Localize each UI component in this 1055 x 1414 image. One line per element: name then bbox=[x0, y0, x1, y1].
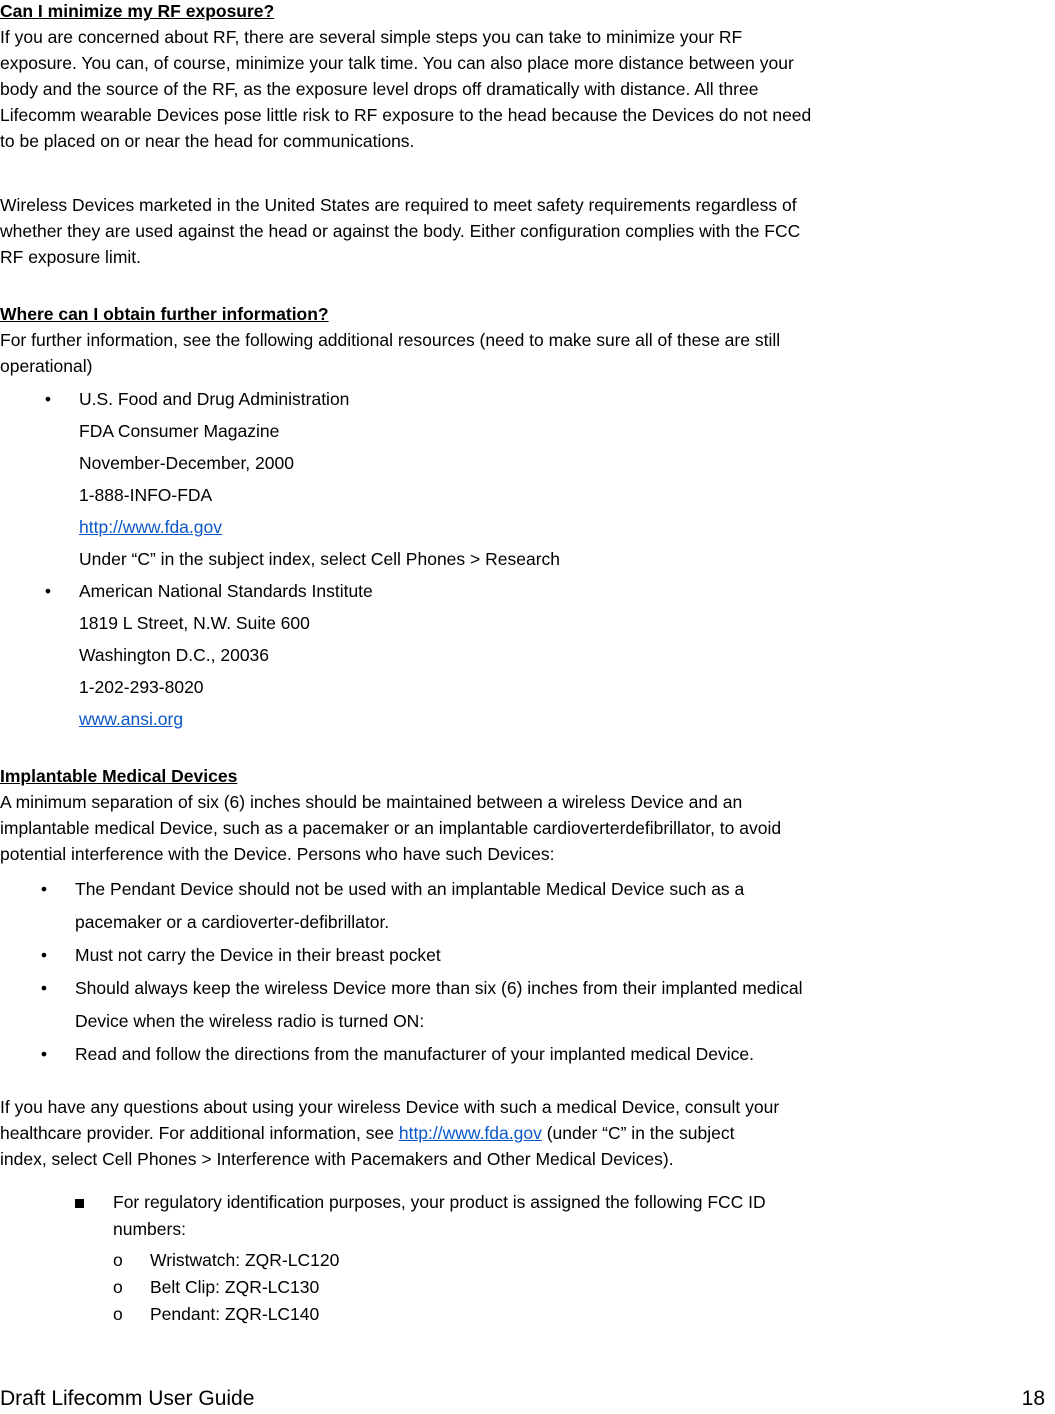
fda-link-inline[interactable]: http://www.fda.gov bbox=[398, 1123, 542, 1143]
fcc-id: Pendant: ZQR-LC140 bbox=[150, 1304, 320, 1324]
list-item-text: pacemaker or a cardioverter-defibrillator. bbox=[75, 912, 390, 932]
list-item-text: Device when the wireless radio is turned ON: bbox=[75, 1011, 425, 1031]
paragraph-line: A minimum separation of six (6) inches should be maintained between a wireless Device and an bbox=[0, 792, 743, 812]
paragraph-line: whether they are used against the head or against the body. Either configuration complies with the FCC bbox=[0, 221, 801, 241]
section-minimize-rf bbox=[0, 0, 980, 154]
paragraph-line: RF exposure limit. bbox=[0, 247, 142, 267]
resource-name: U.S. Food and Drug Administration bbox=[79, 389, 350, 409]
fcc-id-item bbox=[0, 1301, 1000, 1328]
resource-detail: 1819 L Street, N.W. Suite 600 bbox=[79, 613, 310, 633]
paragraph-line: to be placed on or near the head for communications. bbox=[0, 131, 415, 151]
fda-link[interactable]: http://www.fda.gov bbox=[79, 517, 222, 537]
fcc-section bbox=[0, 1189, 1000, 1328]
paragraph-line: For further information, see the following additional resources (need to make sure all of these are still bbox=[0, 330, 781, 350]
list-item bbox=[0, 873, 1000, 939]
paragraph-wireless-requirements bbox=[0, 192, 980, 270]
fcc-id-item bbox=[0, 1247, 1000, 1274]
paragraph-line: If you have any questions about using your wireless Device with such a medical Device, consult your bbox=[0, 1097, 780, 1117]
circle-bullet-icon: o bbox=[113, 1304, 123, 1324]
bullet-icon: • bbox=[40, 978, 48, 998]
list-item bbox=[0, 1038, 1000, 1071]
list-item-text: The Pendant Device should not be used with an implantable Medical Device such as a bbox=[75, 879, 745, 899]
page-footer bbox=[0, 1388, 1055, 1414]
list-item-text: Must not carry the Device in their breast pocket bbox=[75, 945, 441, 965]
square-bullet-icon bbox=[75, 1199, 84, 1208]
list-item-ansi bbox=[0, 575, 1000, 607]
resource-detail: November-December, 2000 bbox=[79, 453, 294, 473]
bullet-icon: • bbox=[40, 945, 48, 965]
list-item bbox=[0, 972, 1000, 1038]
heading-further-info: Where can I obtain further information? bbox=[0, 304, 329, 324]
list-item bbox=[0, 939, 1000, 972]
list-item-text: numbers: bbox=[113, 1219, 186, 1239]
paragraph-line: potential interference with the Device. Persons who have such Devices: bbox=[0, 844, 555, 864]
paragraph-line bbox=[0, 1120, 980, 1146]
resource-list bbox=[0, 383, 1000, 735]
section-further-info bbox=[0, 301, 980, 379]
fcc-id-item bbox=[0, 1274, 1000, 1301]
resource-name: American National Standards Institute bbox=[79, 581, 373, 601]
fcc-id: Belt Clip: ZQR-LC130 bbox=[150, 1277, 320, 1297]
bullet-icon: • bbox=[44, 389, 52, 409]
bullet-icon: • bbox=[40, 879, 48, 899]
paragraph-line: If you are concerned about RF, there are several simple steps you can take to minimize your RF bbox=[0, 27, 743, 47]
footer-title: Draft Lifecomm User Guide bbox=[0, 1387, 255, 1410]
list-item-fcc bbox=[0, 1189, 1000, 1243]
bullet-icon: • bbox=[40, 1044, 48, 1064]
paragraph-consult-provider bbox=[0, 1094, 980, 1172]
resource-detail: 1-888-INFO-FDA bbox=[79, 485, 213, 505]
paragraph-text: healthcare provider. For additional information, see bbox=[0, 1123, 399, 1143]
resource-link-row bbox=[0, 703, 1000, 735]
fcc-id: Wristwatch: ZQR-LC120 bbox=[150, 1250, 340, 1270]
circle-bullet-icon: o bbox=[113, 1250, 123, 1270]
ansi-link[interactable]: www.ansi.org bbox=[79, 709, 184, 729]
resource-detail: 1-202-293-8020 bbox=[79, 677, 204, 697]
paragraph-line: index, select Cell Phones > Interference with Pacemakers and Other Medical Devices). bbox=[0, 1149, 674, 1169]
resource-link-row bbox=[0, 511, 1000, 543]
list-item-fda bbox=[0, 383, 1000, 415]
resource-detail: Washington D.C., 20036 bbox=[79, 645, 270, 665]
heading-minimize-rf: Can I minimize my RF exposure? bbox=[0, 1, 275, 21]
section-implantable bbox=[0, 763, 980, 867]
list-item-text: Read and follow the directions from the manufacturer of your implanted medical Device. bbox=[75, 1044, 754, 1064]
paragraph-line: exposure. You can, of course, minimize your talk time. You can also place more distance between your bbox=[0, 53, 794, 73]
heading-implantable: Implantable Medical Devices bbox=[0, 766, 238, 786]
paragraph-line: Wireless Devices marketed in the United States are required to meet safety requirements regardless of bbox=[0, 195, 797, 215]
resource-detail: Under “C” in the subject index, select Cell Phones > Research bbox=[79, 549, 561, 569]
circle-bullet-icon: o bbox=[113, 1277, 123, 1297]
paragraph-line: implantable medical Device, such as a pacemaker or an implantable cardioverterdefibrillator, to avoid bbox=[0, 818, 782, 838]
paragraph-line: operational) bbox=[0, 356, 93, 376]
page-number: 18 bbox=[1021, 1387, 1045, 1410]
list-item-text: For regulatory identification purposes, your product is assigned the following FCC ID bbox=[113, 1192, 766, 1212]
paragraph-text: (under “C” in the subject bbox=[541, 1123, 735, 1143]
list-item-text: Should always keep the wireless Device more than six (6) inches from their implanted medical bbox=[75, 978, 803, 998]
paragraph-line: body and the source of the RF, as the exposure level drops off dramatically with distance. All three bbox=[0, 79, 759, 99]
paragraph-line: Lifecomm wearable Devices pose little risk to RF exposure to the head because the Devices do not need bbox=[0, 105, 812, 125]
bullet-icon: • bbox=[44, 581, 52, 601]
implantable-list bbox=[0, 873, 1000, 1071]
resource-detail: FDA Consumer Magazine bbox=[79, 421, 280, 441]
